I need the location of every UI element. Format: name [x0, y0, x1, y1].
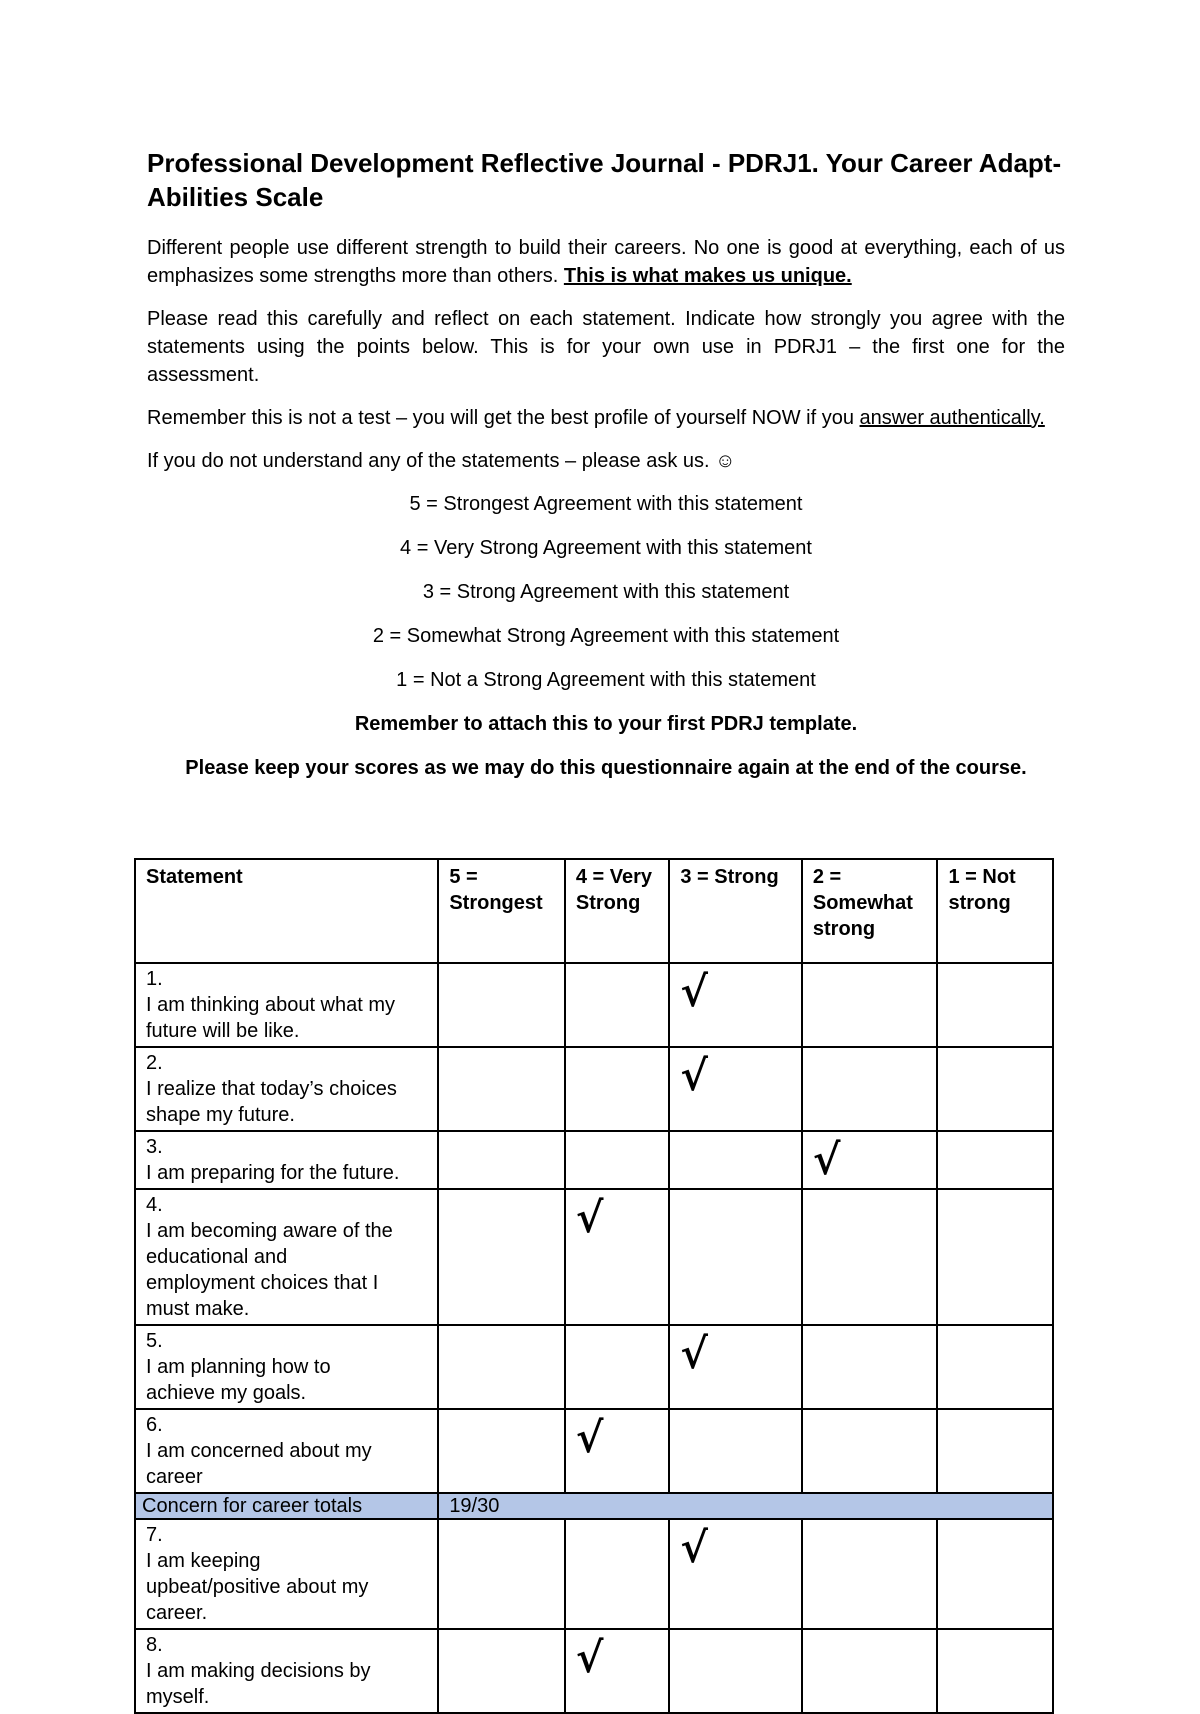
statement-number: 6.	[146, 1414, 163, 1436]
score-cell-3[interactable]	[669, 1131, 802, 1189]
score-cell-4[interactable]	[565, 1409, 669, 1493]
statement-number: 5.	[146, 1330, 163, 1352]
totals-value: 19/30	[438, 1493, 1053, 1519]
career-adaptability-table	[134, 858, 1054, 1714]
score-cell-4[interactable]	[565, 1325, 669, 1409]
score-cell-5[interactable]	[438, 1325, 565, 1409]
score-cell-3[interactable]	[669, 1409, 802, 1493]
score-cell-2[interactable]	[802, 1629, 938, 1713]
statement-text: I am making decisions by myself.	[146, 1660, 371, 1708]
score-cell-5[interactable]	[438, 1409, 565, 1493]
statement-text: I am becoming aware of the educational and employment choices that I must make.	[146, 1220, 393, 1320]
score-cell-1[interactable]	[937, 1519, 1053, 1629]
scale-item-5: 5 = Strongest Agreement with this statement	[409, 493, 803, 515]
intro-emphasis: This is what makes us unique.	[563, 265, 852, 287]
totals-label: Concern for career totals	[135, 1493, 438, 1519]
statement-number: 4.	[146, 1194, 163, 1216]
score-cell-2[interactable]	[802, 1189, 938, 1325]
check-mark-icon: √	[680, 967, 708, 1016]
score-cell-1[interactable]	[937, 1189, 1053, 1325]
intro-paragraph	[147, 234, 1065, 290]
score-cell-4[interactable]	[565, 1629, 669, 1713]
score-cell-5[interactable]	[438, 1629, 565, 1713]
scale-item-1: 1 = Not a Strong Agreement with this statement	[396, 669, 816, 691]
score-cell-5[interactable]	[438, 963, 565, 1047]
score-cell-3[interactable]	[669, 1047, 802, 1131]
score-cell-2[interactable]	[802, 963, 938, 1047]
table-row	[135, 1131, 1053, 1189]
statement-number: 1.	[146, 968, 163, 990]
check-mark-icon: √	[575, 1413, 604, 1462]
statement-text: I am planning how to achieve my goals.	[146, 1356, 331, 1404]
scale-item-3: 3 = Strong Agreement with this statement	[422, 581, 790, 603]
intro-text: Different people use different strength to build their careers. No one is good at everything, each of us emphasizes some strengths more than others.	[147, 237, 1065, 287]
scale-item-4: 4 = Very Strong Agreement with this statement	[400, 537, 812, 559]
statement-cell	[135, 1409, 438, 1493]
score-cell-5[interactable]	[438, 1047, 565, 1131]
statement-number: 3.	[146, 1136, 163, 1158]
score-cell-2[interactable]	[802, 1047, 938, 1131]
totals-row	[135, 1493, 1053, 1519]
score-cell-1[interactable]	[937, 963, 1053, 1047]
score-cell-4[interactable]	[565, 1519, 669, 1629]
score-cell-1[interactable]	[937, 1409, 1053, 1493]
statement-text: I am concerned about my career	[146, 1440, 372, 1488]
score-cell-2[interactable]	[802, 1409, 938, 1493]
page-title: Professional Development Reflective Journal - PDRJ1. Your Career Adapt-Abilities Scale	[147, 148, 1062, 212]
statement-cell	[135, 1629, 438, 1713]
score-cell-1[interactable]	[937, 1131, 1053, 1189]
scale-item-2: 2 = Somewhat Strong Agreement with this statement	[372, 625, 840, 647]
table-row	[135, 1629, 1053, 1713]
statement-cell	[135, 1047, 438, 1131]
check-mark-icon: √	[812, 1135, 841, 1184]
statement-cell	[135, 1131, 438, 1189]
check-mark-icon: √	[680, 1523, 708, 1572]
header-score-1: 1 = Not strong	[937, 859, 1053, 963]
score-cell-1[interactable]	[937, 1047, 1053, 1131]
statement-cell	[135, 963, 438, 1047]
reminder-underlined: answer authentically.	[859, 407, 1045, 429]
score-cell-3[interactable]	[669, 1519, 802, 1629]
statement-text: I am thinking about what my future will be like.	[146, 994, 396, 1042]
statement-text: I am preparing for the future.	[146, 1162, 400, 1184]
instructions-paragraph: Please read this carefully and reflect on each statement. Indicate how strongly you agree with the statements using the points below. This is for your own use in PDRJ1 – the first one for the assessment.	[147, 308, 1065, 386]
statement-text: I realize that today’s choices shape my future.	[146, 1078, 397, 1126]
score-cell-2[interactable]	[802, 1519, 938, 1629]
table-row	[135, 1325, 1053, 1409]
header-score-5: 5 = Strongest	[438, 859, 565, 963]
attach-note: Remember to attach this to your first PDRJ template.	[354, 713, 858, 735]
statement-cell	[135, 1325, 438, 1409]
score-cell-4[interactable]	[565, 1047, 669, 1131]
table-row	[135, 963, 1053, 1047]
table-row	[135, 1409, 1053, 1493]
reminder-paragraph	[147, 404, 1065, 432]
score-cell-2[interactable]	[802, 1131, 938, 1189]
table-row	[135, 1047, 1053, 1131]
check-mark-icon: √	[575, 1193, 604, 1242]
statement-cell	[135, 1519, 438, 1629]
table-header-row	[135, 859, 1053, 963]
header-score-2: 2 = Somewhat strong	[802, 859, 938, 963]
score-cell-3[interactable]	[669, 1189, 802, 1325]
score-cell-1[interactable]	[937, 1325, 1053, 1409]
statement-number: 2.	[146, 1052, 163, 1074]
score-cell-5[interactable]	[438, 1189, 565, 1325]
score-cell-5[interactable]	[438, 1519, 565, 1629]
statement-number: 8.	[146, 1634, 163, 1656]
reminder-text: Remember this is not a test – you will get the best profile of yourself NOW if you	[147, 407, 860, 429]
score-cell-3[interactable]	[669, 963, 802, 1047]
statement-cell	[135, 1189, 438, 1325]
score-cell-1[interactable]	[937, 1629, 1053, 1713]
keep-note: Please keep your scores as we may do this questionnaire again at the end of the course.	[185, 757, 1027, 779]
score-cell-4[interactable]	[565, 1131, 669, 1189]
score-cell-3[interactable]	[669, 1629, 802, 1713]
score-cell-4[interactable]	[565, 1189, 669, 1325]
document-body	[147, 146, 1065, 798]
check-mark-icon: √	[680, 1329, 708, 1378]
table-row	[135, 1519, 1053, 1629]
check-mark-icon: √	[575, 1633, 604, 1682]
check-mark-icon: √	[680, 1051, 708, 1100]
table-row	[135, 1189, 1053, 1325]
score-cell-4[interactable]	[565, 963, 669, 1047]
ask-line: If you do not understand any of the statements – please ask us. ☺	[147, 450, 736, 472]
header-score-4: 4 = Very Strong	[565, 859, 669, 963]
score-cell-3[interactable]	[669, 1325, 802, 1409]
score-cell-2[interactable]	[802, 1325, 938, 1409]
header-score-3: 3 = Strong	[669, 859, 802, 963]
score-cell-5[interactable]	[438, 1131, 565, 1189]
header-statement: Statement	[135, 859, 438, 963]
statement-text: I am keeping upbeat/positive about my career.	[146, 1550, 369, 1624]
statement-number: 7.	[146, 1524, 163, 1546]
